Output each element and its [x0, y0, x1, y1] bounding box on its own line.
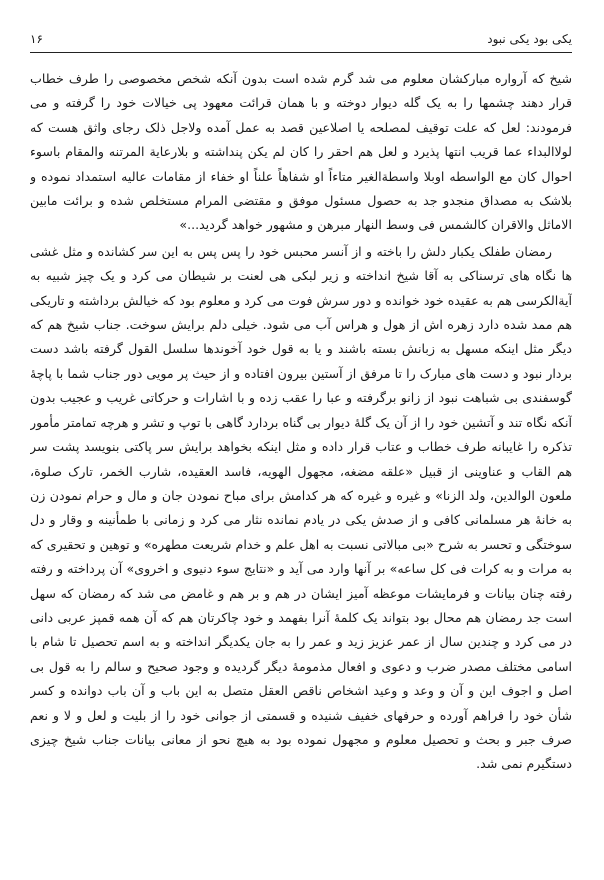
- page-number: ۱۶: [30, 32, 43, 46]
- running-header: [30, 26, 572, 52]
- paragraph-1: شیخ که آرواره مبارکشان معلوم می شد گرم شده است بدون آنکه شخص مخصوصی را طرف خطاب قرار دهند چشمها را به یک گله دیوار دوخته و با همان قرائت معهود پی خیالات خود را گرفته و می فرمودند: لعل که علت توقیف لمصلحه یا اصلاعین قصد به عمل آمده ولاجل ذلک رجای واثق هست که لولاالبداء عما قریب انتها پذیرد و لعل هم احقر را کان لم یکن پنداشته و بلارعایة المرتنه والمقام باسوء احوال کان مع الواسطه اوبلا واسطةالغیر متاءاً او شفاهاً علناً او خفاء از مقامات عالیه استمداد نموده و بلاشک به مصداق منجدو جد به حصول مسئول موفق و مقتضی المرام مستخلص شده و برائت مابین الاماثل والاقران کالشمس فی وسط النهار مبرهن و مشهور خواهد گردید...»: [30, 71, 572, 233]
- body-text: [30, 67, 572, 777]
- paragraph-2: رمضان طفلک یکبار دلش را باخته و از آنسر محبس خود را پس پس به این سر کشانده و مثل غشی ها نگاه های ترسناکی به آقا شیخ انداخته و زیر لبکی هی لعنت بر شیطان می کرد و یک چیز شبیه به آیةالکرسی هم به عقیده خود خوانده و دور سرش فوت می کرد و معلوم بود که خیالش برداشته و تاریکی هم ممد شده دارد زهره اش از هول و هراس آب می شود. خیلی دلم برایش سوخت. جناب شیخ هم که دیگر مثل اینکه مسهل به زبانش بسته باشند و یا به قول خود آخوندها سلسل القول گرفته باشد دست بردار نبود و دست های مبارک را تا مرفق از آستین بیرون افتاده و از حیث پر مویی دور جناب شما با پاچهٔ گوسفندی بی شباهت نبود از زانو برگرفته و عبا را عقب زده و با اشارات و حرکاتی غریب و عجیب بدون آنکه نگاه تند و آتشین خود را از آن یک گلهٔ دیوار بی گناه بردارد گاهی با توپ و تشر و هرچه تمامتر مأمور تذکره را غایبانه طرف خطاب و عتاب قرار داده و مثل اینکه بخواهد برایش سر پاکتی بنویسد پشت سر هم القاب و عناوینی از قبیل «علقه مضغه، مجهول الهویه، فاسد العقیده، شارب الخمر، تارک صلوة، ملعون الوالدین، ولد الزنا» و غیره و غیره که هر کدامش برای مباح نمودن جان و مال و حرام نمودن زن به خانهٔ هر مسلمانی کافی و از صدش یکی در یادم نمانده نثار می کرد و زمانی با طمأنینه و وقار و دل سوختگی و تحسر به شرح «بی مبالاتی نسبت به اهل علم و خدام شریعت مطهره» و توهین و تحقیری که به مرات و به کرات فی کل ساعه» بر آنها وارد می آید و «نتایج سوء دنیوی و اخروی» آن پرداخته و رفته رفته چنان بیانات و فرمایشات موعظه آمیز ایشان در هم و بر هم و غامض می شد که رمضان که سهل است جد رمضان هم محال بود بتواند یک کلمهٔ آنرا بفهمد و خود چاکرتان هم که آن همه قمپز عربی دانی در می کرد و چندین سال از عمر عزیز زید و عمر را به جان یکدیگر انداخته و به اسم تحصیل تا شام با اسامی مختلف مصدر ضرب و دعوی و افعال مذمومهٔ دیگر گردیده و وجود صحیح و سالم را به قول بی اصل و اجوف این و آن و وعد و وعید اشخاص ناقص العقل متصل به این باب و آن باب دوانده و کسر شأن خود را فراهم آورده و حرفهای خفیف شنیده و قسمتی از جوانی خود را از بلیت و لعل و لا و نعم صرف جبر و بحث و تحصیل معلوم و مجهول نموده بود به هیچ نحو از معانی بیانات جناب شیخ چیزی دستگیرم نمی شد.: [30, 243, 572, 772]
- running-title: یکی بود یکی نبود: [487, 32, 572, 46]
- header-rule: [30, 52, 572, 53]
- document-page: [30, 26, 572, 846]
